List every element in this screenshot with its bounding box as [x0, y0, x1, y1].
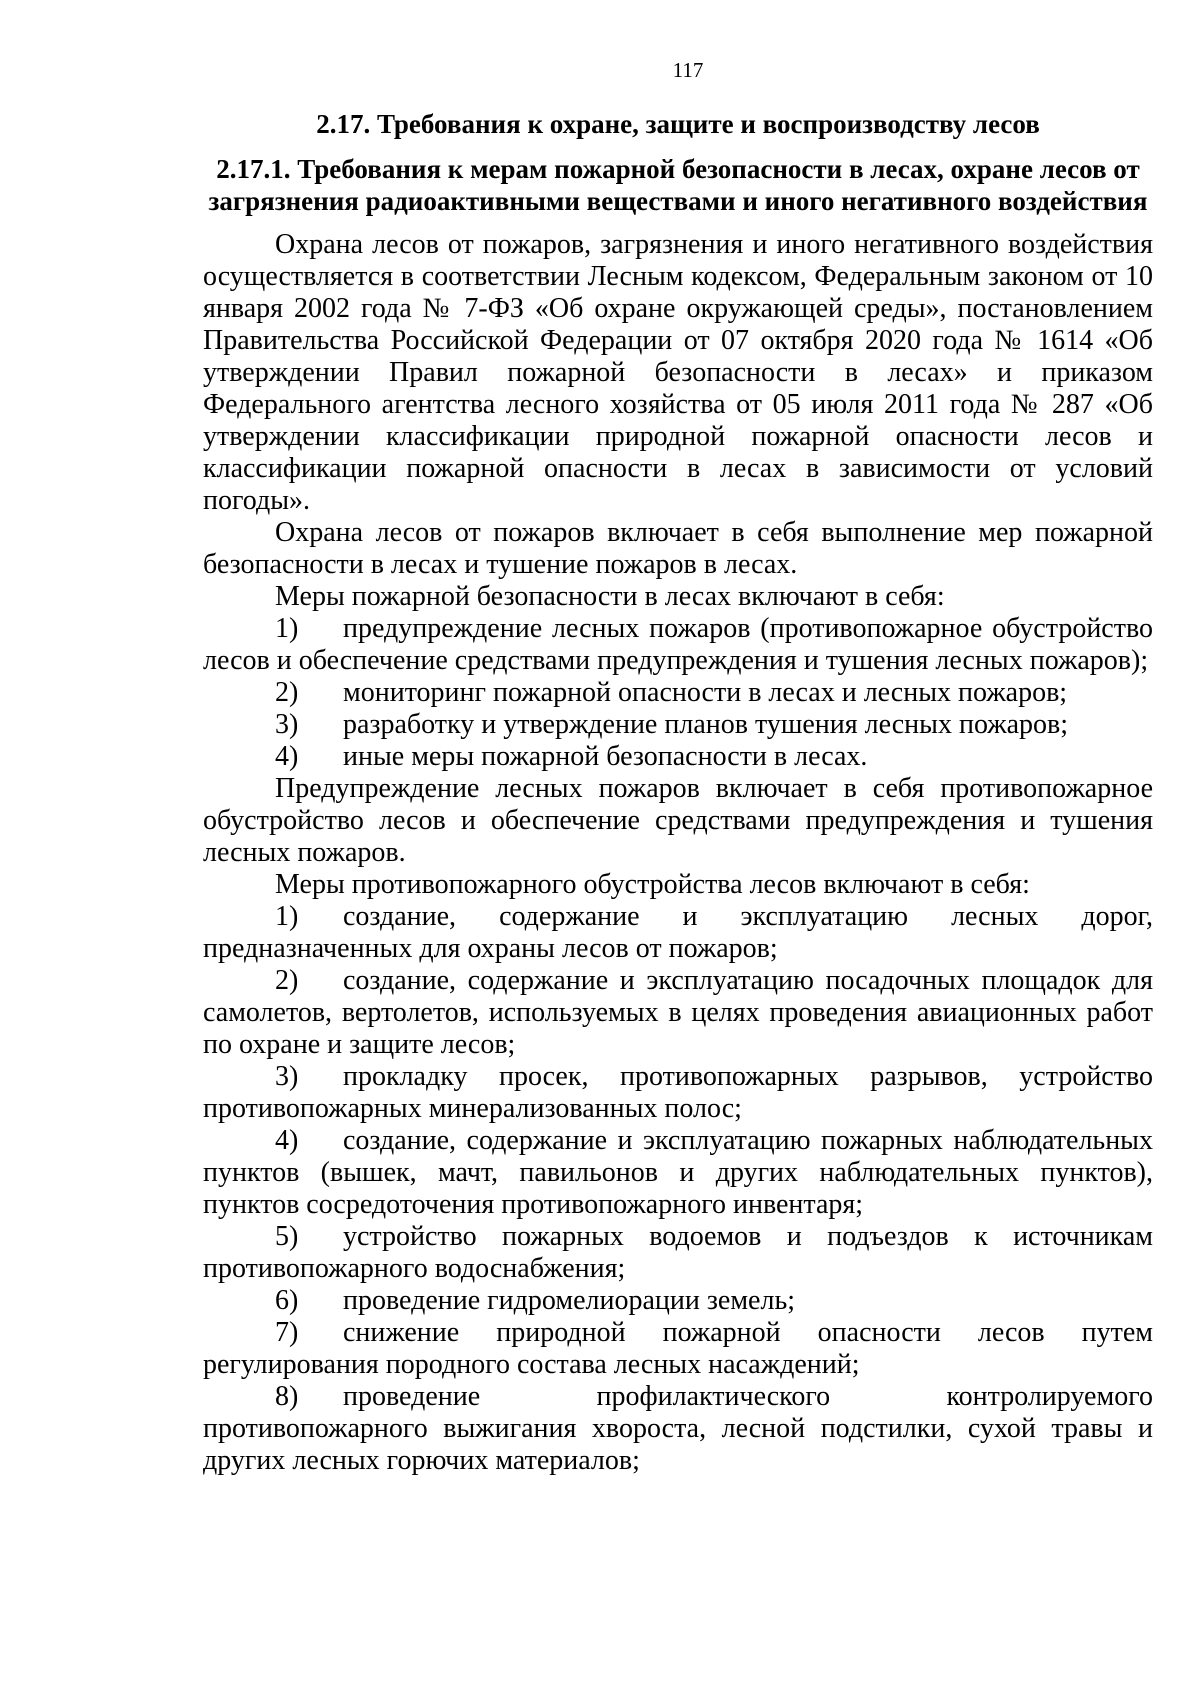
list-item-number: 1): [275, 613, 299, 644]
list-item-text: иные меры пожарной безопасности в лесах.: [343, 741, 868, 772]
list-item: [203, 741, 1153, 773]
list-item: [203, 709, 1153, 741]
list-item: [203, 965, 1153, 1061]
list-item: [203, 1125, 1153, 1221]
list-item-text: разработку и утверждение планов тушения лесных пожаров;: [343, 709, 1069, 740]
document-body: [203, 229, 1153, 1477]
list-item-text: проведение профилактического контролируемого противопожарного выжигания хвороста, лесной подстилки, сухой травы и других лесных горючих материалов;: [203, 1381, 1153, 1476]
list-item-number: 7): [275, 1317, 299, 1348]
list-item: [203, 1061, 1153, 1125]
list-item-text: проведение гидромелиорации земель;: [343, 1285, 795, 1316]
paragraph: Охрана лесов от пожаров включает в себя выполнение мер пожарной безопасности в лесах и тушение пожаров в лесах.: [203, 517, 1153, 580]
list-item: [203, 613, 1153, 677]
list-item: [203, 901, 1153, 965]
list-item-number: 4): [275, 741, 299, 772]
list-item-text: снижение природной пожарной опасности лесов путем регулирования породного состава лесных насаждений;: [203, 1317, 1153, 1380]
list-item-number: 2): [275, 965, 299, 996]
list-item-number: 3): [275, 709, 299, 740]
paragraph: Охрана лесов от пожаров, загрязнения и иного негативного воздействия осуществляется в соответствии Лесным кодексом, Федеральным законом от 10 января 2002 года № 7-ФЗ «Об охране окружающей среды», постановлением Правительства Российской Федерации от 07 октября 2020 года № 1614 «Об утверждении Правил пожарной безопасности в лесах» и приказом Федерального агентства лесного хозяйства от 05 июля 2011 года № 287 «Об утверждении классификации природной пожарной опасности лесов и классификации пожарной опасности в лесах в зависимости от условий погоды».: [203, 229, 1153, 516]
list-item-text: создание, содержание и эксплуатацию посадочных площадок для самолетов, вертолетов, используемых в целях проведения авиационных работ по охране и защите лесов;: [203, 965, 1153, 1060]
list-item-text: предупреждение лесных пожаров (противопожарное обустройство лесов и обеспечение средствами предупреждения и тушения лесных пожаров);: [203, 613, 1153, 676]
list-item-number: 3): [275, 1061, 299, 1092]
list-item-number: 2): [275, 677, 299, 708]
list-item: [203, 677, 1153, 709]
subsection-title: 2.17.1. Требования к мерам пожарной безопасности в лесах, охране лесов от загрязнения радиоактивными веществами и иного негативного воздействия: [208, 154, 1148, 216]
list-item-text: мониторинг пожарной опасности в лесах и лесных пожаров;: [343, 677, 1068, 708]
list-item: [203, 1221, 1153, 1285]
list-item-number: 6): [275, 1285, 299, 1316]
list-item-number: 8): [275, 1381, 299, 1412]
list-item: [203, 1381, 1153, 1477]
document-page: [203, 58, 1153, 1477]
paragraph: Меры противопожарного обустройства лесов включают в себя:: [275, 869, 1030, 900]
list-item-number: 1): [275, 901, 299, 932]
list-item-text: создание, содержание и эксплуатацию пожарных наблюдательных пунктов (вышек, мачт, павильонов и других наблюдательных пунктов), пунктов сосредоточения противопожарного инвентаря;: [203, 1125, 1153, 1220]
list-item-text: прокладку просек, противопожарных разрывов, устройство противопожарных минерализованных полос;: [203, 1061, 1153, 1124]
list-item-text: устройство пожарных водоемов и подъездов к источникам противопожарного водоснабжения;: [203, 1221, 1153, 1284]
list-item: [203, 1317, 1153, 1381]
list-item: [203, 1285, 1153, 1317]
paragraph: Предупреждение лесных пожаров включает в себя противопожарное обустройство лесов и обеспечение средствами предупреждения и тушения лесных пожаров.: [203, 773, 1153, 868]
section-title: 2.17. Требования к охране, защите и воспроизводству лесов: [316, 109, 1040, 139]
list-item-number: 5): [275, 1221, 299, 1252]
page-number: 117: [672, 58, 704, 82]
list-item-number: 4): [275, 1125, 299, 1156]
list-item-text: создание, содержание и эксплуатацию лесных дорог, предназначенных для охраны лесов от пожаров;: [203, 901, 1153, 964]
paragraph: Меры пожарной безопасности в лесах включают в себя:: [275, 581, 945, 612]
